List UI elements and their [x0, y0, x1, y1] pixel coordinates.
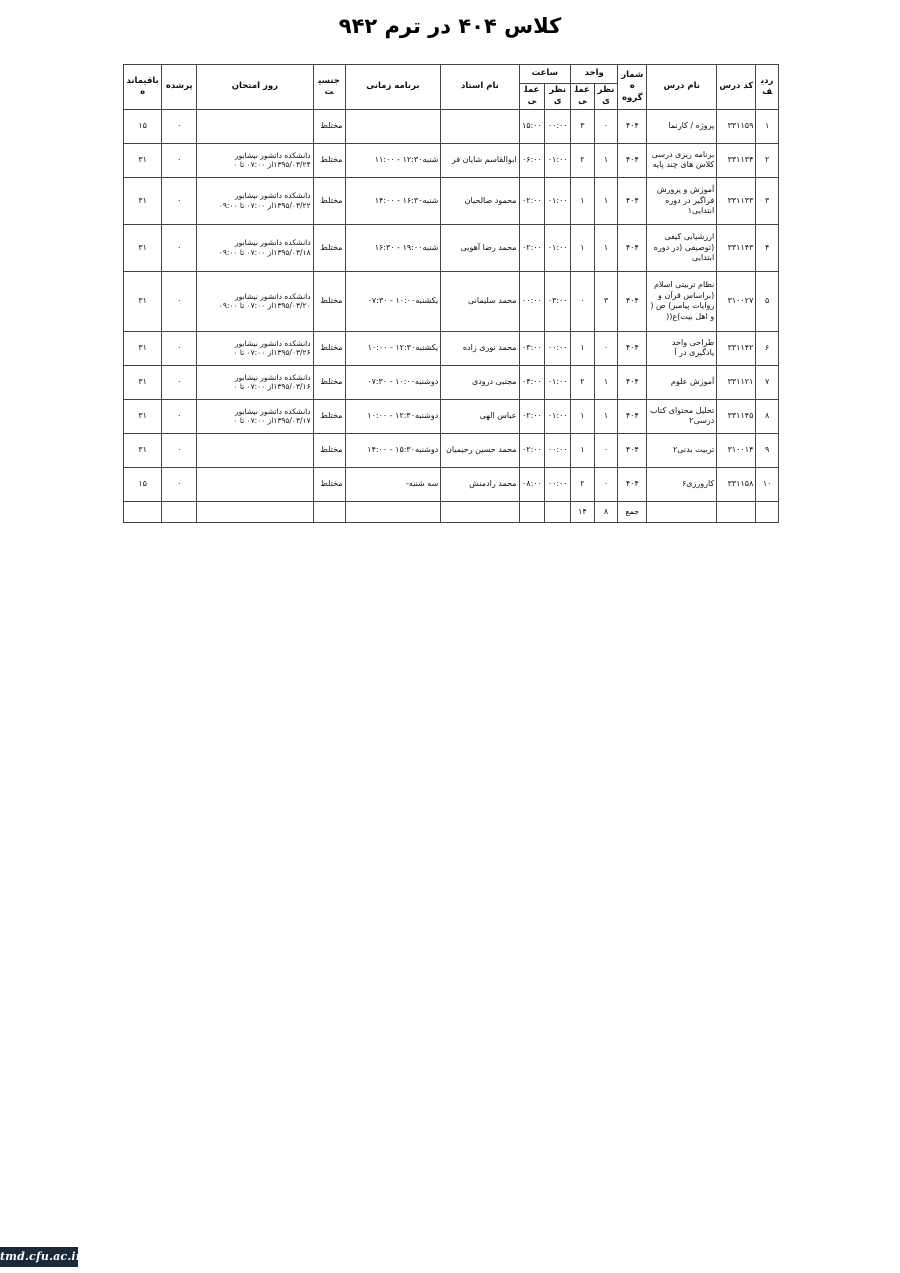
cell-course-name: نظام تربیتی اسلام (براساس قرآن و روایات پیامبر) ص ( و اهل بیت)ع((	[647, 271, 717, 331]
cell-hours-theory: ۰۱:۰۰	[545, 143, 571, 177]
cell-hours-practical: ۰۴:۰۰	[519, 365, 545, 399]
header-exam-day: روز امتحان	[197, 65, 313, 110]
cell-group-number: ۴۰۴	[618, 399, 647, 433]
cell-course-code: ۳۳۱۱۵۸	[717, 467, 756, 501]
cell-hours-practical: ۰۲:۰۰	[519, 177, 545, 224]
cell-row-number: ۲	[756, 143, 779, 177]
cell-gender: مختلط	[313, 143, 345, 177]
cell-row-number: ۷	[756, 365, 779, 399]
cell-hours-theory: ۰۰:۰۰	[545, 331, 571, 365]
cell-teacher: محمد رضا آهویی	[441, 224, 519, 271]
cell-group-number: ۴۰۴	[618, 365, 647, 399]
header-course-name: نام درس	[647, 65, 717, 110]
cell-hours-theory: ۰۰:۰۰	[545, 109, 571, 143]
cell-unit-theory: ۰	[594, 467, 618, 501]
cell-unit-practical: ۱	[571, 433, 595, 467]
cell-hours-theory: ۰۰:۰۰	[545, 467, 571, 501]
cell-schedule: شنبه۱۲:۳۰ - ۱۱:۰۰	[345, 143, 441, 177]
totals-unit-theory: ۸	[594, 501, 618, 522]
cell-gender: مختلط	[313, 109, 345, 143]
cell-remaining: ۳۱	[124, 143, 162, 177]
cell-schedule: سه شنبه-	[345, 467, 441, 501]
cell-remaining: ۳۱	[124, 399, 162, 433]
header-course-code: کد درس	[717, 65, 756, 110]
cell-exam-day: دانشکده دانشور نیشابور ۱۳۹۵/۰۳/۲۶از ۰۷:۰۰ تا ۰	[197, 331, 313, 365]
cell-hours-practical: ۱۵:۰۰	[519, 109, 545, 143]
cell-group-number: ۴۰۴	[618, 177, 647, 224]
cell-course-name: پروژه / کارنما	[647, 109, 717, 143]
cell-filled: ۰	[162, 224, 197, 271]
cell-remaining: ۳۱	[124, 331, 162, 365]
cell-group-number: ۴۰۴	[618, 143, 647, 177]
cell-exam-day: دانشکده دانشور نیشابور ۱۳۹۵/۰۳/۲۰از ۰۷:۰۰ تا ۰۹:۰۰	[197, 271, 313, 331]
header-hours-theory: نظری	[545, 84, 571, 110]
cell-row-number: ۳	[756, 177, 779, 224]
header-units: واحد	[571, 65, 618, 84]
cell-unit-theory: ۰	[594, 109, 618, 143]
cell-course-name: آموزش و پرورش فراگیر در دوره ابتدایی۱	[647, 177, 717, 224]
cell-group-number: ۴۰۴	[618, 433, 647, 467]
header-group-number: شماره گروه	[618, 65, 647, 110]
cell-group-number: ۴۰۴	[618, 271, 647, 331]
cell-course-name: تربیت بدنی۲	[647, 433, 717, 467]
cell-filled: ۰	[162, 467, 197, 501]
cell-schedule: دوشنبه۱۰:۰۰ - ۰۷:۳۰	[345, 365, 441, 399]
cell-unit-theory: ۱	[594, 399, 618, 433]
cell-gender: مختلط	[313, 399, 345, 433]
cell-unit-practical: ۲	[571, 365, 595, 399]
cell-hours-theory: ۰۱:۰۰	[545, 224, 571, 271]
cell-filled: ۰	[162, 109, 197, 143]
cell-row-number: ۴	[756, 224, 779, 271]
cell-gender: مختلط	[313, 433, 345, 467]
table-row	[124, 365, 779, 399]
cell-remaining: ۳۱	[124, 433, 162, 467]
cell-exam-day: دانشکده دانشور نیشابور ۱۳۹۵/۰۳/۱۸از ۰۷:۰۰ تا ۰۹:۰۰	[197, 224, 313, 271]
cell-unit-theory: ۰	[594, 331, 618, 365]
cell-course-code: ۳۳۱۱۴۲	[717, 331, 756, 365]
cell-row-number: ۱۰	[756, 467, 779, 501]
cell-schedule: دوشنبه۱۲:۳۰ - ۱۰:۰۰	[345, 399, 441, 433]
cell-course-code: ۳۳۱۱۴۵	[717, 399, 756, 433]
cell-unit-theory: ۱	[594, 177, 618, 224]
header-unit-practical: عملی	[571, 84, 595, 110]
cell-teacher: محمد سلیمانی	[441, 271, 519, 331]
cell-teacher: مجتبی درودی	[441, 365, 519, 399]
cell-teacher: عباس الهی	[441, 399, 519, 433]
totals-unit-practical: ۱۴	[571, 501, 595, 522]
cell-course-code: ۳۱۰۰۲۷	[717, 271, 756, 331]
header-gender: جنسیت	[313, 65, 345, 110]
cell-teacher	[441, 109, 519, 143]
site-logo[interactable]: tmd.cfu.ac.ir	[0, 1247, 78, 1267]
cell-filled: ۰	[162, 331, 197, 365]
cell-group-number: ۴۰۴	[618, 467, 647, 501]
cell-remaining: ۱۵	[124, 109, 162, 143]
cell-exam-day: دانشکده دانشور نیشابور ۱۳۹۵/۰۳/۱۷از ۰۷:۰۰ تا ۰	[197, 399, 313, 433]
cell-exam-day	[197, 109, 313, 143]
cell-schedule: شنبه۱۹:۰۰ - ۱۶:۳۰	[345, 224, 441, 271]
header-row-number: ردیف	[756, 65, 779, 110]
cell-unit-theory: ۰	[594, 433, 618, 467]
cell-group-number: ۴۰۴	[618, 224, 647, 271]
table-row	[124, 271, 779, 331]
cell-unit-practical: ۲	[571, 467, 595, 501]
cell-gender: مختلط	[313, 224, 345, 271]
cell-course-name: کارورزی۶	[647, 467, 717, 501]
cell-gender: مختلط	[313, 467, 345, 501]
table-row	[124, 467, 779, 501]
cell-course-code: ۳۳۱۱۲۱	[717, 365, 756, 399]
cell-hours-practical: ۰۸:۰۰	[519, 467, 545, 501]
cell-remaining: ۳۱	[124, 271, 162, 331]
cell-schedule: شنبه۱۶:۳۰ - ۱۴:۰۰	[345, 177, 441, 224]
cell-unit-practical: ۳	[571, 109, 595, 143]
cell-course-code: ۳۱۰۰۱۴	[717, 433, 756, 467]
cell-remaining: ۱۵	[124, 467, 162, 501]
cell-hours-theory: ۰۱:۰۰	[545, 365, 571, 399]
cell-filled: ۰	[162, 271, 197, 331]
cell-hours-theory: ۰۳:۰۰	[545, 271, 571, 331]
table-row	[124, 433, 779, 467]
header-hours: ساعت	[519, 65, 570, 84]
cell-unit-theory: ۱	[594, 365, 618, 399]
cell-exam-day	[197, 467, 313, 501]
cell-hours-practical: ۰۲:۰۰	[519, 433, 545, 467]
cell-filled: ۰	[162, 433, 197, 467]
cell-exam-day	[197, 433, 313, 467]
cell-schedule: یکشنبه۱۰:۰۰ - ۰۷:۳۰	[345, 271, 441, 331]
header-schedule: برنامه زمانی	[345, 65, 441, 110]
cell-schedule: دوشنبه۱۵:۳۰ - ۱۴:۰۰	[345, 433, 441, 467]
cell-hours-theory: ۰۰:۰۰	[545, 433, 571, 467]
cell-row-number: ۹	[756, 433, 779, 467]
cell-filled: ۰	[162, 177, 197, 224]
cell-unit-practical: ۱	[571, 224, 595, 271]
cell-unit-theory: ۱	[594, 224, 618, 271]
totals-label: جمع	[618, 501, 647, 522]
header-remaining: باقیمانده	[124, 65, 162, 110]
table-row	[124, 224, 779, 271]
cell-course-name: برنامه ریزی درسی کلاس های چند پایه	[647, 143, 717, 177]
totals-row	[124, 501, 779, 522]
cell-teacher: محمد نوری زاده	[441, 331, 519, 365]
cell-unit-practical: ۲	[571, 143, 595, 177]
schedule-table	[123, 64, 779, 523]
cell-schedule	[345, 109, 441, 143]
cell-hours-theory: ۰۱:۰۰	[545, 399, 571, 433]
cell-hours-practical: ۰۲:۰۰	[519, 224, 545, 271]
cell-hours-theory: ۰۱:۰۰	[545, 177, 571, 224]
cell-gender: مختلط	[313, 331, 345, 365]
cell-unit-theory: ۳	[594, 271, 618, 331]
cell-row-number: ۸	[756, 399, 779, 433]
cell-row-number: ۵	[756, 271, 779, 331]
cell-schedule: یکشنبه۱۲:۳۰ - ۱۰:۰۰	[345, 331, 441, 365]
cell-group-number: ۴۰۴	[618, 331, 647, 365]
header-unit-theory: نظری	[594, 84, 618, 110]
cell-course-name: تحلیل محتوای کتاب درسی۲	[647, 399, 717, 433]
cell-unit-theory: ۱	[594, 143, 618, 177]
cell-remaining: ۳۱	[124, 365, 162, 399]
cell-group-number: ۴۰۴	[618, 109, 647, 143]
cell-hours-practical: ۰۶:۰۰	[519, 143, 545, 177]
cell-course-name: آموزش علوم	[647, 365, 717, 399]
cell-gender: مختلط	[313, 177, 345, 224]
cell-exam-day: دانشکده دانشور نیشابور ۱۳۹۵/۰۳/۱۶از ۰۷:۰۰ تا ۰	[197, 365, 313, 399]
table-row	[124, 177, 779, 224]
cell-remaining: ۳۱	[124, 177, 162, 224]
cell-row-number: ۶	[756, 331, 779, 365]
page-title: کلاس ۴۰۴ در ترم ۹۴۲	[338, 14, 562, 38]
cell-hours-practical: ۰۳:۰۰	[519, 331, 545, 365]
cell-unit-practical: ۰	[571, 271, 595, 331]
cell-exam-day: دانشکده دانشور نیشابور ۱۳۹۵/۰۳/۲۴از ۰۷:۰۰ تا ۰	[197, 143, 313, 177]
table-row	[124, 399, 779, 433]
header-filled: پرشده	[162, 65, 197, 110]
cell-filled: ۰	[162, 143, 197, 177]
table-row	[124, 109, 779, 143]
cell-course-code: ۳۳۱۱۳۴	[717, 143, 756, 177]
header-teacher: نام استاد	[441, 65, 519, 110]
cell-exam-day: دانشکده دانشور نیشابور ۱۳۹۵/۰۳/۲۲از ۰۷:۰۰ تا ۰۹:۰۰	[197, 177, 313, 224]
cell-hours-practical: ۰۲:۰۰	[519, 399, 545, 433]
cell-course-name: طراحی واحد یادگیری در آ	[647, 331, 717, 365]
cell-teacher: محمد رادمنش	[441, 467, 519, 501]
cell-filled: ۰	[162, 365, 197, 399]
cell-remaining: ۳۱	[124, 224, 162, 271]
cell-course-code: ۳۳۱۱۵۹	[717, 109, 756, 143]
cell-teacher: محمد حسین رحیمیان	[441, 433, 519, 467]
cell-unit-practical: ۱	[571, 399, 595, 433]
header-hours-practical: عملی	[519, 84, 545, 110]
cell-course-name: ارزشیابی کیفی (توصیفی (در دوره ابتدایی	[647, 224, 717, 271]
cell-unit-practical: ۱	[571, 177, 595, 224]
cell-teacher: ابوالقاسم شایان فر	[441, 143, 519, 177]
cell-row-number: ۱	[756, 109, 779, 143]
cell-teacher: محمود صالحیان	[441, 177, 519, 224]
cell-hours-practical: ۰۰:۰۰	[519, 271, 545, 331]
cell-course-code: ۳۳۱۱۳۳	[717, 177, 756, 224]
table-row	[124, 331, 779, 365]
cell-filled: ۰	[162, 399, 197, 433]
cell-course-code: ۳۳۱۱۴۳	[717, 224, 756, 271]
cell-gender: مختلط	[313, 365, 345, 399]
table-row	[124, 143, 779, 177]
cell-gender: مختلط	[313, 271, 345, 331]
cell-unit-practical: ۱	[571, 331, 595, 365]
